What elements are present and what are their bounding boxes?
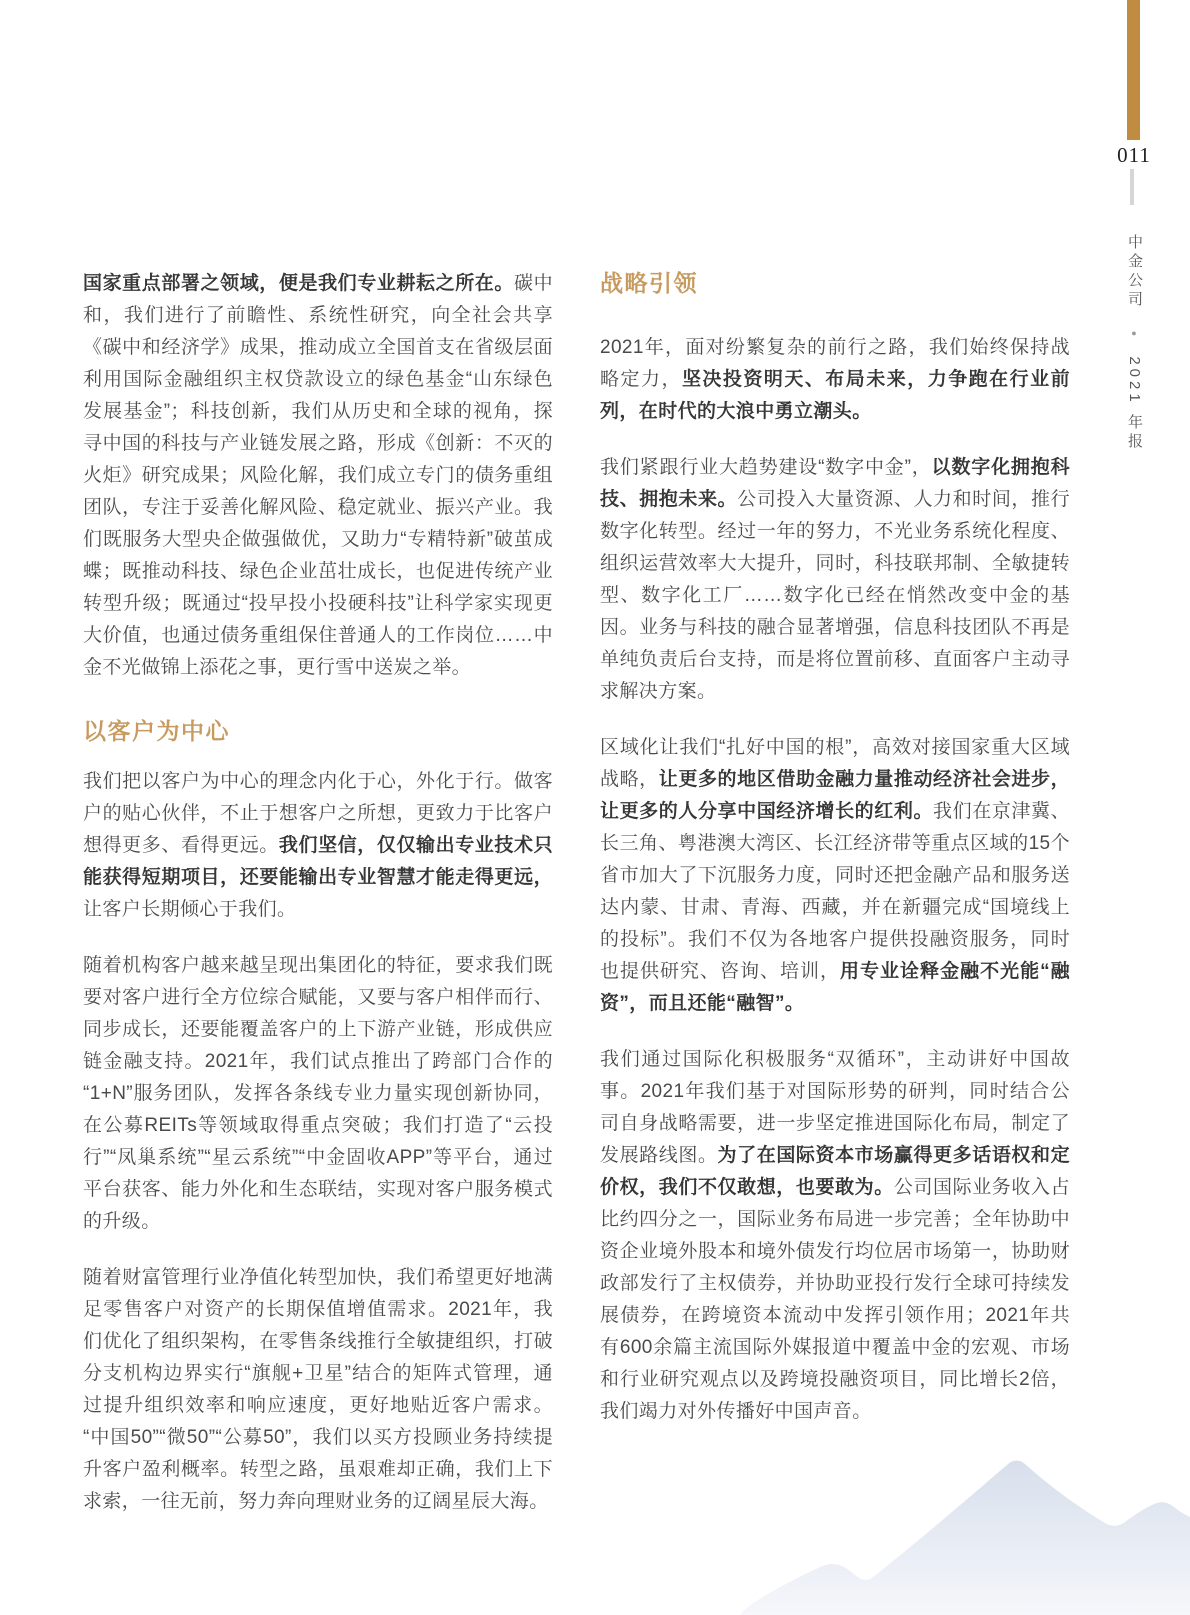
page-number: 011 xyxy=(1117,143,1151,167)
body-paragraph xyxy=(83,950,553,1238)
body-text: 随着财富管理行业净值化转型加快，我们希望更好地满足零售客户对资产的长期保值增值需求。2021年，我们优化了组织架构，在零售条线推行全敏捷组织，打破分支机构边界实行“旗舰+卫星”结合的矩阵式管理，通过提升组织效率和响应速度，更好地贴近客户需求。“中国50”“微50”“公募50”，我们以买方投顾业务持续提升客户盈利概率。转型之路，虽艰难却正确，我们上下求索，一往无前，努力奔向理财业务的辽阔星辰大海。 xyxy=(83,1267,553,1512)
emphasis-text: 用专业诠释金融不光能“融资”，而且还能“融智”。 xyxy=(600,961,1070,1014)
body-text: 公司投入大量资源、人力和时间，推行数字化转型。经过一年的努力，不光业务系统化程度、组织运营效率大大提升，同时，科技联邦制、全敏捷转型、数字化工厂……数字化已经在悄然改变中金的基因。业务与科技的融合显著增强，信息科技团队不再是单纯负责后台支持，而是将位置前移、直面客户主动寻求解决方案。 xyxy=(600,489,1070,702)
body-text: 我们在京津冀、长三角、粤港澳大湾区、长江经济带等重点区域的15个省市加大了下沉服务力度，同时还把金融产品和服务送达内蒙、甘肃、青海、西藏，并在新疆完成“国境线上的投标”。我们不仅为各地客户提供投融资服务，同时也提供研究、咨询、培训， xyxy=(600,801,1070,982)
emphasis-text: 国家重点部署之领域，便是我们专业耕耘之所在。 xyxy=(83,273,514,294)
body-text: 公司国际业务收入占比约四分之一，国际业务布局进一步完善；全年协助中资企业境外股本和境外债发行均位居市场第一，协助财政部发行了主权债券，并协助亚投行发行全球可持续发展债券，在跨境资本流动中发挥引领作用；2021年共有600余篇主流国际外媒报道中覆盖中金的宏观、市场和行业研究观点以及跨境投融资项目，同比增长2倍，我们竭力对外传播好中国声音。 xyxy=(600,1177,1070,1422)
report-edition: 2021 年报 xyxy=(1126,356,1143,452)
emphasis-text: 我们坚信，仅仅输出专业技术只能获得短期项目，还要能输出专业智慧才能走得更远， xyxy=(83,835,553,888)
body-paragraph xyxy=(600,332,1070,428)
body-text: 碳中和，我们进行了前瞻性、系统性研究，向全社会共享《碳中和经济学》成果，推动成立全国首支在省级层面利用国际金融组织主权贷款设立的绿色基金“山东绿色发展基金”；科技创新，我们从历史和全球的视角，探寻中国的科技与产业链发展之路，形成《创新：不灭的火炬》研究成果；风险化解，我们成立专门的债务重组团队，专注于妥善化解风险、稳定就业、振兴产业。我们既服务大型央企做强做优，又助力“专精特新”破茧成蝶；既推动科技、绿色企业茁壮成长，也促进传统产业转型升级；既通过“投早投小投硬科技”让科学家实现更大价值，也通过债务重组保住普通人的工作岗位……中金不光做锦上添花之事，更行雪中送炭之举。 xyxy=(83,273,553,678)
body-paragraph xyxy=(600,452,1070,708)
body-paragraph xyxy=(600,1044,1070,1428)
body-text: 随着机构客户越来越呈现出集团化的特征，要求我们既要对客户进行全方位综合赋能，又要与客户相伴而行、同步成长，还要能覆盖客户的上下游产业链，形成供应链金融支持。2021年，我们试点推出了跨部门合作的“1+N”服务团队，发挥各条线专业力量实现创新协同，在公募REITs等领域取得重点突破；我们打造了“云投行”“凤巢系统”“星云系统”“中金固收APP”等平台，通过平台获客、能力外化和生态联结，实现对客户服务模式的升级。 xyxy=(83,955,553,1232)
body-text: 让客户长期倾心于我们。 xyxy=(83,899,297,920)
emphasis-text: 以数字化拥抱科技、拥抱未来。 xyxy=(600,457,1070,510)
intro-paragraph xyxy=(83,268,553,684)
mountain-graphic-icon xyxy=(740,1446,1190,1615)
body-paragraph xyxy=(83,1262,553,1518)
body-text: 我们紧跟行业大趋势建设“数字中金”， xyxy=(600,457,932,478)
section-heading-strategy: 战略引领 xyxy=(600,270,698,296)
brand-name: 中金公司 xyxy=(1126,234,1143,310)
body-paragraph xyxy=(600,732,1070,1020)
right-column xyxy=(600,268,1070,1518)
emphasis-text: 坚决投资明天、布局未来，力争跑在行业前列，在时代的大浪中勇立潮头。 xyxy=(600,369,1070,422)
divider-tick xyxy=(1130,169,1134,205)
body-text: 我们把以客户为中心的理念内化于心，外化于行。做客户的贴心伙伴，不止于想客户之所想，更致力于比客户想得更多、看得更远。 xyxy=(83,771,553,856)
emphasis-text: 为了在国际资本市场赢得更多话语权和定价权，我们不仅敢想，也要敢为。 xyxy=(600,1145,1070,1198)
report-title-vertical xyxy=(1118,234,1150,452)
emphasis-text: 让更多的地区借助金融力量推动经济社会进步，让更多的人分享中国经济增长的红利。 xyxy=(600,769,1071,822)
body-text: 我们通过国际化积极服务“双循环”，主动讲好中国故事。2021年我们基于对国际形势的研判，同时结合公司自身战略需要，进一步坚定推进国际化布局，制定了发展路线图。 xyxy=(600,1049,1070,1166)
accent-bar xyxy=(1127,0,1140,140)
body-text: 区域化让我们“扎好中国的根”，高效对接国家重大区域战略， xyxy=(600,737,1070,790)
separator-dot-icon: ● xyxy=(1129,328,1139,339)
section-heading-client-centric: 以客户为中心 xyxy=(83,718,230,744)
body-text: 2021年，面对纷繁复杂的前行之路，我们始终保持战略定力， xyxy=(600,337,1070,390)
left-column xyxy=(83,268,553,1518)
page-body xyxy=(83,268,1073,1518)
body-paragraph xyxy=(83,766,553,926)
